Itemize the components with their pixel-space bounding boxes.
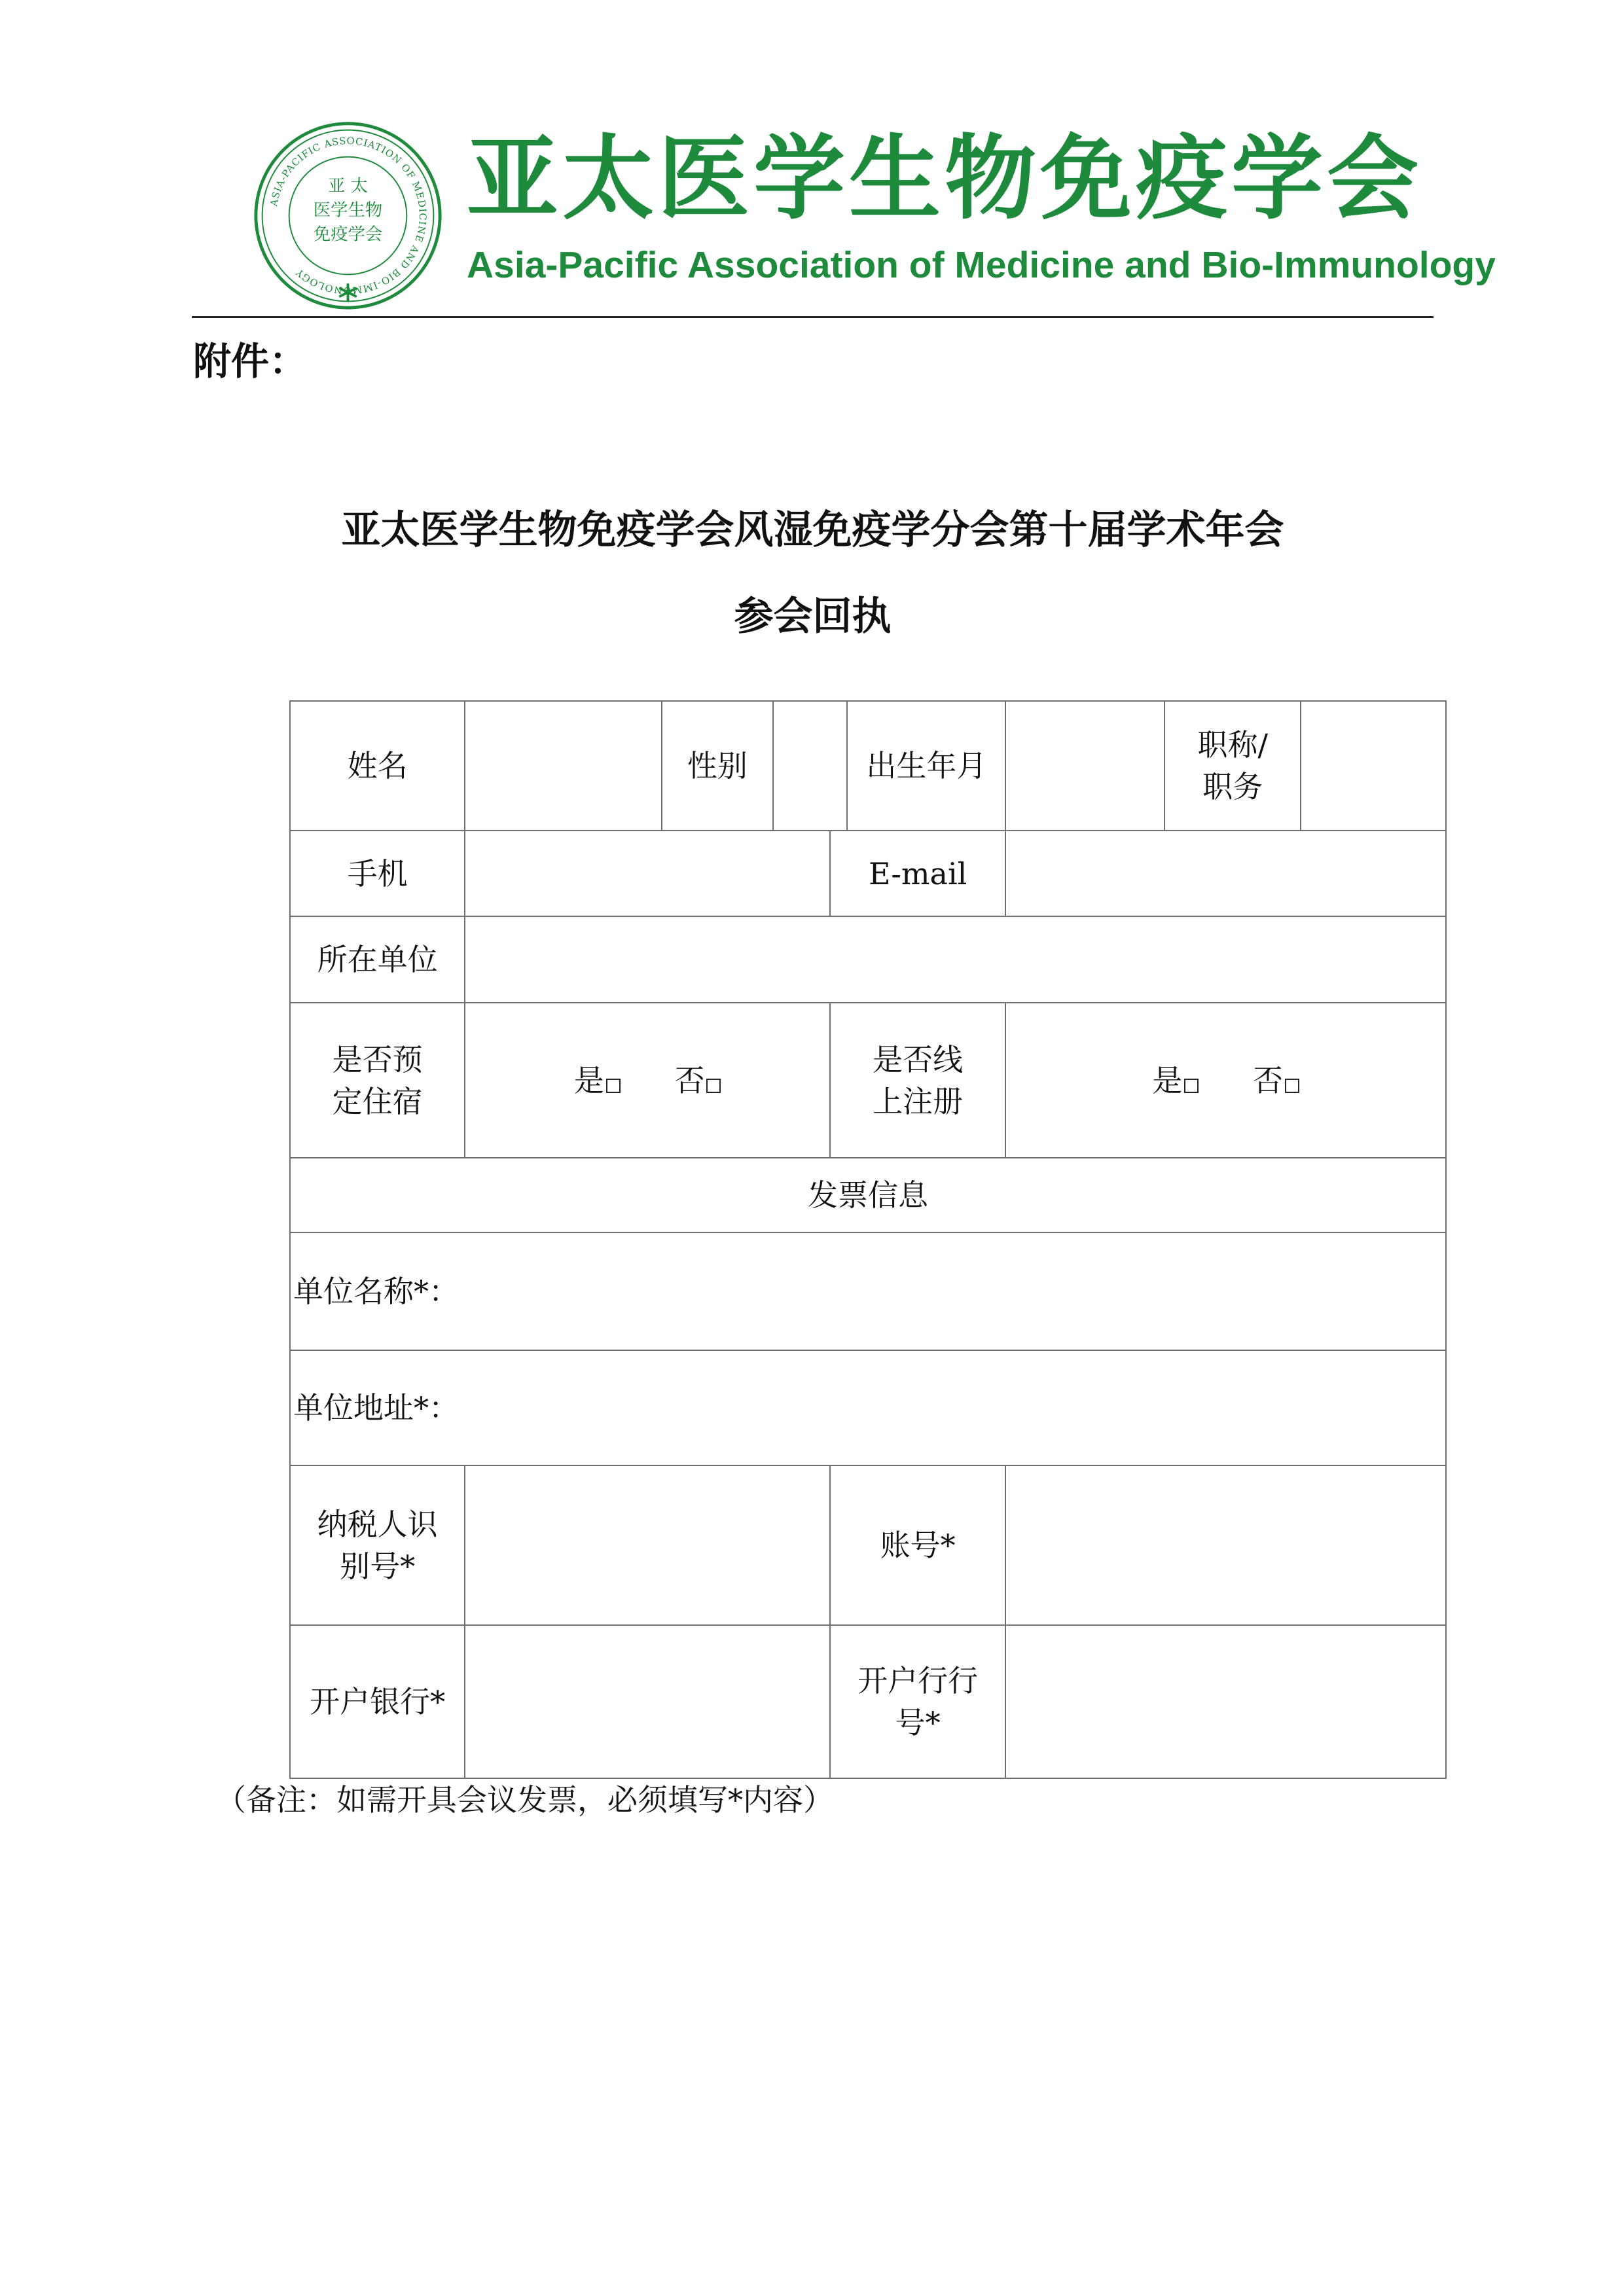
seal-ring-text: ASIA-PACIFIC ASSOCIATION OF MEDICINE AND BIO-IMM NOLOGY [268, 135, 428, 296]
position-label: 职称/职务 [1197, 727, 1269, 804]
hotel-yes-option[interactable] [574, 1060, 621, 1102]
document-title: 亚太医学生物免疫学会风湿免疫学分会第十届学术年会 [341, 507, 1284, 553]
seal-center-line-3: 免疫学会 [313, 224, 383, 245]
document-subtitle: 参会回执 [734, 594, 892, 639]
online-no-label: 否 [1252, 1062, 1283, 1098]
position-input-cell[interactable] [1301, 701, 1446, 831]
company-address-label: 单位地址*： [293, 1390, 459, 1426]
organization-label: 所在单位 [290, 916, 465, 1003]
hotel-no-checkbox[interactable] [706, 1079, 721, 1093]
online-registration-label-cell [830, 1003, 1005, 1158]
online-no-option[interactable] [1253, 1060, 1299, 1102]
bank-code-label-cell [830, 1625, 1005, 1778]
company-name-field[interactable] [290, 1232, 1446, 1350]
account-label: 账号* [830, 1465, 1005, 1625]
phone-label: 手机 [290, 831, 465, 916]
account-input-cell[interactable] [1005, 1465, 1446, 1625]
email-label: E-mail [830, 831, 1005, 916]
online-yes-label: 是 [1152, 1062, 1183, 1098]
phone-input-cell[interactable] [465, 831, 830, 916]
seal-center-line-1: 亚 太 [327, 176, 369, 196]
name-input-cell[interactable] [465, 701, 662, 831]
invoice-section-header: 发票信息 [290, 1158, 1446, 1232]
gender-label: 性别 [662, 701, 773, 831]
attachment-label: 附件： [193, 339, 308, 384]
bank-code-label: 开户行行号* [857, 1663, 979, 1740]
organization-input-cell[interactable] [465, 916, 1446, 1003]
online-registration-label: 是否线上注册 [873, 1041, 964, 1119]
seal-center-line-2: 医学生物 [313, 200, 383, 221]
company-name-label: 单位名称*： [293, 1274, 459, 1309]
hotel-yes-checkbox[interactable] [606, 1079, 621, 1093]
bank-code-input-cell[interactable] [1005, 1625, 1446, 1778]
hotel-label: 是否预定住宿 [332, 1041, 423, 1119]
bank-input-cell[interactable] [465, 1625, 830, 1778]
registration-form-table [289, 700, 1447, 1779]
hotel-no-label: 否 [674, 1062, 705, 1098]
online-yes-option[interactable] [1152, 1060, 1199, 1102]
online-yes-checkbox[interactable] [1184, 1079, 1199, 1093]
association-seal-logo [252, 120, 444, 312]
bank-label: 开户银行* [290, 1625, 465, 1778]
company-address-field[interactable] [290, 1350, 1446, 1465]
hotel-options [465, 1003, 830, 1158]
tax-id-label-cell [290, 1465, 465, 1625]
header-divider [192, 316, 1434, 318]
name-label: 姓名 [290, 701, 465, 831]
tax-id-input-cell[interactable] [465, 1465, 830, 1625]
position-label-cell [1164, 701, 1301, 831]
tax-id-label: 纳税人识别号* [317, 1507, 438, 1584]
gender-input-cell[interactable] [773, 701, 848, 831]
email-input-cell[interactable] [1005, 831, 1446, 916]
hotel-label-cell [290, 1003, 465, 1158]
hotel-no-option[interactable] [674, 1060, 721, 1102]
organization-name-english: Asia-Pacific Association of Medicine and Bio-Immunology [467, 244, 1496, 286]
birth-input-cell[interactable] [1005, 701, 1164, 831]
hotel-yes-label: 是 [573, 1062, 604, 1098]
organization-name-chinese: 亚太医学生物免疫学会 [467, 125, 1423, 232]
online-no-checkbox[interactable] [1285, 1079, 1299, 1093]
birth-label: 出生年月 [847, 701, 1005, 831]
online-registration-options [1005, 1003, 1446, 1158]
invoice-footnote: （备注：如需开具会议发票，必须填写*内容） [216, 1782, 833, 1818]
